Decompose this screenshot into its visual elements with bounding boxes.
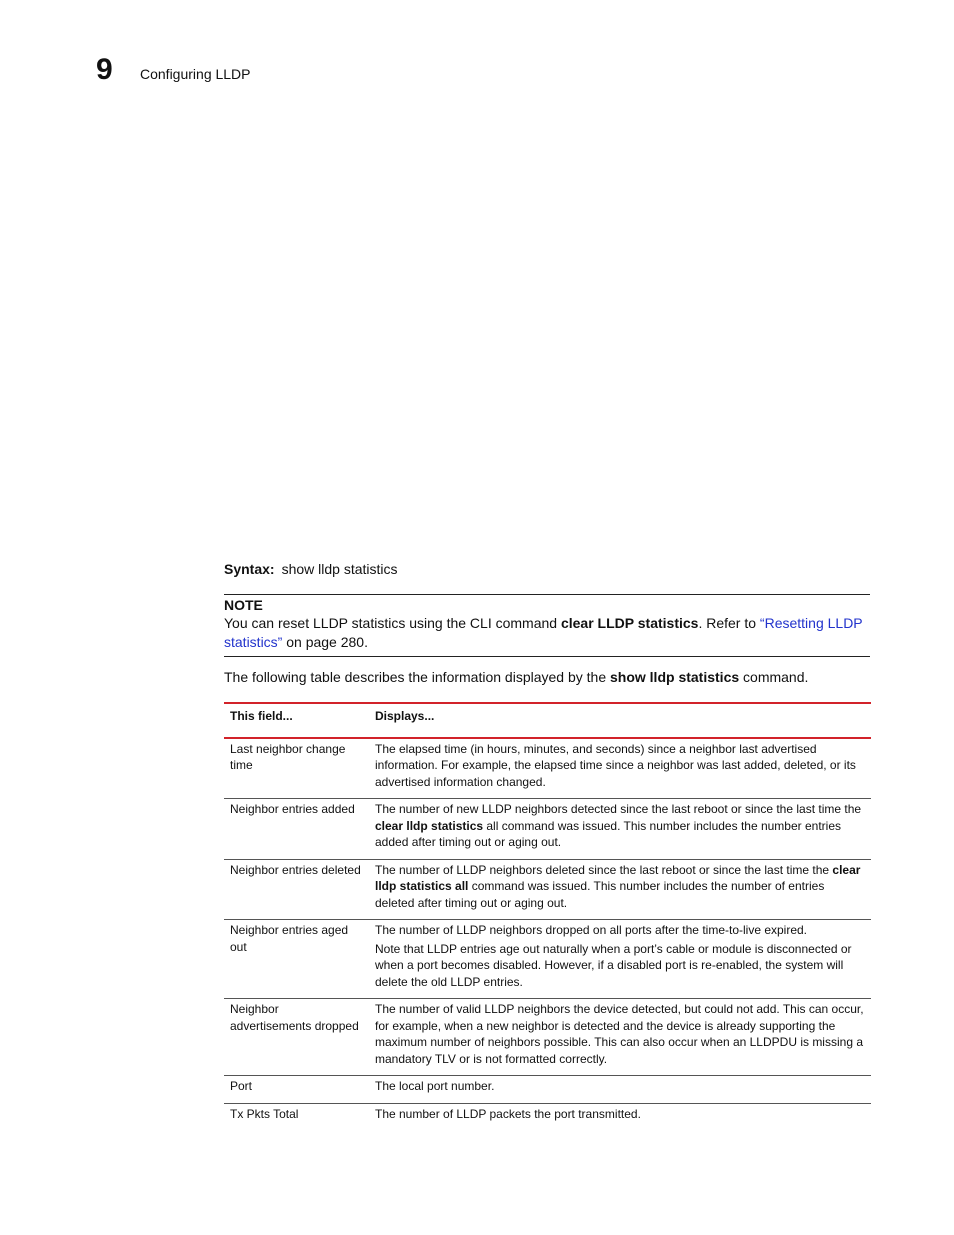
description-command: clear lldp statistics <box>375 818 484 833</box>
description-cell <box>369 859 871 920</box>
chapter-number: 9 <box>96 53 113 86</box>
description-before: The number of new LLDP neighbors detected since the last reboot or since the last time the <box>375 802 862 816</box>
note-top-divider <box>224 594 870 595</box>
description-cell <box>369 999 871 1076</box>
table-intro <box>224 668 870 686</box>
chapter-title: Configuring LLDP <box>140 66 251 82</box>
field-cell: Neighbor entries aged out <box>224 920 369 999</box>
field-cell: Neighbor entries deleted <box>224 859 369 920</box>
header-field: This field... <box>224 703 369 738</box>
description-cell <box>369 799 871 860</box>
table-row <box>224 799 871 860</box>
field-cell: Port <box>224 1076 369 1104</box>
description-command: clear lldp statistics all <box>375 862 861 893</box>
description-cell <box>369 738 871 799</box>
description-cell <box>369 1103 871 1130</box>
table-row <box>224 1103 871 1130</box>
description-after: command was issued. This number includes the number of entries deleted after timing out or aging out. <box>375 879 825 910</box>
note-text-middle: . Refer to <box>698 615 760 631</box>
note-command: clear LLDP statistics <box>560 615 699 631</box>
intro-command: show lldp statistics <box>610 669 740 685</box>
note-reference-link[interactable]: “Resetting LLDP statistics” <box>224 615 863 650</box>
description-text: The local port number. <box>375 1079 495 1093</box>
description-after: all command was issued. This number includes the number entries added after timing out or aging out. <box>375 818 841 849</box>
table-header-row <box>224 703 871 738</box>
note-bottom-divider <box>224 656 870 657</box>
description-note: Note that LLDP entries age out naturally when a port’s cable or module is disconnected or when a port becomes disabled. However, if a disabled port is re-enabled, the system will delete the old LLDP entries. <box>375 941 852 989</box>
description-cell <box>369 1076 871 1104</box>
description-before: The number of LLDP neighbors deleted since the last reboot or since the last time the <box>375 862 833 877</box>
note-body <box>224 614 870 652</box>
note-text-before: You can reset LLDP statistics using the CLI command <box>224 615 561 631</box>
field-cell: Last neighbor change time <box>224 738 369 799</box>
field-cell: Neighbor entries added <box>224 799 369 860</box>
table-row <box>224 920 871 999</box>
description-text <box>375 862 865 912</box>
description-text: The number of LLDP packets the port transmitted. <box>375 1106 641 1121</box>
statistics-table <box>224 702 871 1130</box>
description-text: The number of valid LLDP neighbors the device detected, but could not add. This can occur, for example, when a new neighbor is detected and the device is already supporting the maximum number of neighbors possible. This can also occur when an LLDPDU is missing a mandatory TLV or is not formatted correctly. <box>375 1002 864 1066</box>
note-text-after: on page 280. <box>282 634 368 650</box>
description-cell <box>369 920 871 999</box>
syntax-command: show lldp statistics <box>281 561 398 577</box>
field-cell: Tx Pkts Total <box>230 1106 299 1121</box>
description-text <box>375 801 865 851</box>
table-row <box>224 738 871 799</box>
syntax-label: Syntax: <box>224 561 275 577</box>
table-row <box>224 1076 871 1104</box>
note-heading: NOTE <box>224 597 263 613</box>
field-cell: Neighbor advertisements dropped <box>224 999 369 1076</box>
description-text: The number of LLDP neighbors dropped on all ports after the time-to-live expired. <box>375 923 808 937</box>
intro-text-before: The following table describes the information displayed by the <box>224 669 610 685</box>
syntax-line <box>224 560 398 578</box>
header-displays: Displays... <box>369 703 871 738</box>
description-text: The elapsed time (in hours, minutes, and seconds) since a neighbor last advertised information. For example, the elapsed time since a neighbor was last added, deleted, or its advertised information changed. <box>375 741 856 789</box>
intro-text-after: command. <box>739 669 809 685</box>
table-row <box>224 859 871 920</box>
table-row <box>224 999 871 1076</box>
